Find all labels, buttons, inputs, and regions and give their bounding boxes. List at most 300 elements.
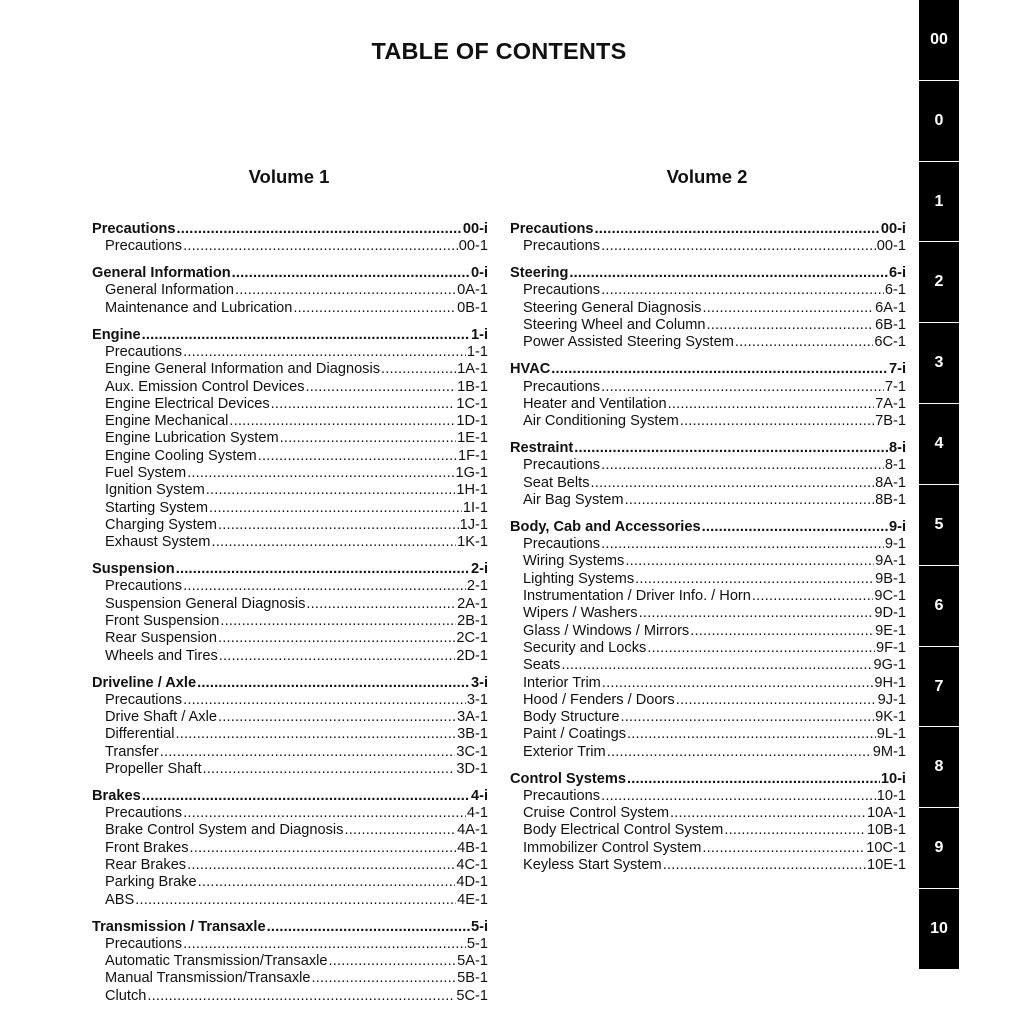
section-tab[interactable]: 9 — [919, 808, 959, 889]
page-number: 3B-1 — [457, 726, 488, 743]
entry-title: Wipers / Washers — [523, 605, 638, 622]
toc-entry[interactable] — [92, 379, 488, 396]
section-tab[interactable]: 00 — [919, 0, 959, 81]
toc-section — [510, 519, 906, 761]
entry-title: Seats — [523, 657, 561, 674]
dot-leader — [680, 413, 874, 430]
dot-leader — [218, 630, 455, 647]
section-tab[interactable]: 1 — [919, 162, 959, 243]
section-tab[interactable]: 2 — [919, 242, 959, 323]
toc-section-heading[interactable] — [92, 561, 488, 578]
toc-entry[interactable] — [92, 805, 488, 822]
page-number: 1F-1 — [457, 447, 488, 464]
page-number: 5C-1 — [456, 987, 488, 1004]
entry-title: Precautions — [105, 935, 183, 952]
toc-entry[interactable] — [510, 553, 906, 570]
entry-title: Precautions — [105, 343, 183, 360]
section-title: Precautions — [510, 221, 594, 237]
section-title: Suspension — [92, 561, 175, 578]
section-title: Precautions — [92, 221, 176, 237]
toc-entry[interactable] — [510, 744, 906, 761]
toc-section — [92, 561, 488, 665]
section-title: Transmission / Transaxle — [92, 918, 266, 935]
toc-entry[interactable] — [92, 482, 488, 499]
section-title: Brakes — [92, 787, 141, 804]
toc-entry[interactable] — [92, 630, 488, 647]
toc-entry[interactable] — [510, 840, 906, 857]
page-number: 10-1 — [876, 787, 906, 804]
entry-title: Rear Brakes — [105, 857, 187, 874]
toc-entry[interactable] — [92, 892, 488, 909]
entry-title: Power Assisted Steering System — [523, 334, 734, 351]
dot-leader — [218, 709, 456, 726]
entry-title: Engine Cooling System — [105, 447, 257, 464]
dot-leader — [197, 675, 470, 692]
dot-leader — [258, 448, 457, 465]
toc-section — [92, 919, 488, 1005]
page-number: 1B-1 — [457, 378, 488, 395]
section-tab[interactable]: 7 — [919, 647, 959, 728]
page-number: 7A-1 — [875, 395, 906, 412]
toc-entry[interactable] — [510, 788, 906, 805]
toc-entry[interactable] — [92, 300, 488, 317]
page-number: 6-1 — [884, 282, 906, 299]
toc-section — [92, 675, 488, 779]
entry-title: Charging System — [105, 516, 217, 533]
toc-entry[interactable] — [92, 822, 488, 839]
dot-leader — [702, 519, 888, 536]
page-number: 6A-1 — [875, 299, 906, 316]
page-number: 7-i — [888, 361, 906, 378]
dot-leader — [344, 822, 456, 839]
toc-section — [510, 361, 906, 430]
toc-entry[interactable] — [510, 379, 906, 396]
dot-leader — [601, 379, 884, 396]
page-number: 8B-1 — [875, 491, 906, 508]
toc-entry[interactable] — [92, 988, 488, 1005]
entry-title: Body Structure — [523, 709, 620, 726]
dot-leader — [198, 874, 456, 891]
entry-title: ABS — [105, 891, 135, 908]
entry-title: Transfer — [105, 743, 159, 760]
page-number: 9L-1 — [876, 726, 906, 743]
toc-entry[interactable] — [510, 692, 906, 709]
dot-leader — [625, 492, 875, 509]
page-number: 7B-1 — [875, 413, 906, 430]
entry-title: Precautions — [523, 378, 601, 395]
toc-entry[interactable] — [92, 840, 488, 857]
toc-entry[interactable] — [510, 805, 906, 822]
page-number: 1D-1 — [456, 413, 488, 430]
dot-leader — [211, 534, 456, 551]
toc-entry[interactable] — [510, 857, 906, 874]
page-number: 9C-1 — [874, 588, 906, 605]
section-title: Restraint — [510, 440, 574, 457]
entry-title: Steering Wheel and Column — [523, 317, 706, 334]
toc-entry[interactable] — [510, 657, 906, 674]
dot-leader — [232, 265, 470, 282]
toc-entry[interactable] — [92, 396, 488, 413]
page-number: 2-i — [470, 561, 488, 578]
toc-section-heading[interactable] — [92, 788, 488, 805]
dot-leader — [187, 465, 454, 482]
section-title: Control Systems — [510, 770, 626, 787]
toc-entry[interactable] — [92, 953, 488, 970]
entry-title: General Information — [105, 282, 234, 299]
toc-entry[interactable] — [92, 613, 488, 630]
entry-title: Instrumentation / Driver Info. / Horn — [523, 588, 751, 605]
dot-leader — [142, 327, 470, 344]
page-number: 9K-1 — [875, 709, 906, 726]
page-title: TABLE OF CONTENTS — [371, 38, 627, 64]
entry-title: Precautions — [105, 805, 183, 822]
section-title: Body, Cab and Accessories — [510, 518, 701, 535]
entry-title: Exterior Trim — [523, 743, 606, 760]
entry-title: Drive Shaft / Axle — [105, 709, 217, 726]
page-number: 6-i — [888, 265, 906, 282]
toc-entry[interactable] — [92, 282, 488, 299]
dot-leader — [229, 413, 455, 430]
page-number: 4A-1 — [457, 822, 488, 839]
entry-title: Precautions — [523, 787, 601, 804]
dot-leader — [183, 344, 466, 361]
toc-entry[interactable] — [92, 413, 488, 430]
toc-section — [510, 771, 906, 875]
dot-leader — [601, 536, 884, 553]
page-number: 2B-1 — [457, 613, 488, 630]
dot-leader — [670, 805, 866, 822]
entry-title: Precautions — [105, 578, 183, 595]
toc-section-heading[interactable] — [510, 440, 906, 457]
entry-title: Seat Belts — [523, 474, 590, 491]
dot-leader — [183, 805, 466, 822]
section-title: Engine — [92, 326, 141, 343]
toc-entry[interactable] — [510, 238, 906, 255]
entry-title: Brake Control System and Diagnosis — [105, 822, 344, 839]
page-number: 9D-1 — [874, 605, 906, 622]
entry-title: Security and Locks — [523, 639, 647, 656]
toc-entry[interactable] — [510, 492, 906, 509]
section-tab-strip — [919, 0, 959, 969]
page-number: 9-i — [888, 518, 906, 535]
toc-entry[interactable] — [92, 517, 488, 534]
dot-leader — [601, 282, 884, 299]
page-number: 9M-1 — [872, 743, 906, 760]
toc-section-heading[interactable] — [510, 771, 906, 788]
entry-title: Engine General Information and Diagnosis — [105, 361, 381, 378]
toc-entry[interactable] — [92, 648, 488, 665]
page-number: 3-1 — [466, 691, 488, 708]
entry-title: Parking Brake — [105, 874, 197, 891]
toc-section-heading[interactable] — [510, 361, 906, 378]
dot-leader — [724, 822, 866, 839]
entry-title: Hood / Fenders / Doors — [523, 691, 675, 708]
entry-title: Rear Suspension — [105, 630, 217, 647]
toc-entry[interactable] — [92, 344, 488, 361]
toc-section-heading[interactable] — [92, 265, 488, 282]
entry-title: Keyless Start System — [523, 857, 662, 874]
dot-leader — [220, 613, 456, 630]
page-number: 2C-1 — [456, 630, 488, 647]
dot-leader — [206, 482, 456, 499]
dot-leader — [183, 692, 466, 709]
entry-title: Cruise Control System — [523, 805, 669, 822]
dot-leader — [183, 936, 466, 953]
toc-entry[interactable] — [92, 500, 488, 517]
toc-entry[interactable] — [510, 317, 906, 334]
section-title: Driveline / Axle — [92, 674, 197, 691]
entry-title: Wheels and Tires — [105, 647, 218, 664]
entry-title: Automatic Transmission/Transaxle — [105, 953, 328, 970]
dot-leader — [218, 517, 459, 534]
page-number: 9B-1 — [875, 570, 906, 587]
toc-entry[interactable] — [92, 596, 488, 613]
toc-section-heading[interactable] — [92, 221, 488, 238]
section-tab[interactable]: 3 — [919, 323, 959, 404]
toc-entry[interactable] — [92, 761, 488, 778]
dot-leader — [306, 379, 457, 396]
page-number: 9E-1 — [875, 622, 906, 639]
dot-leader — [235, 282, 456, 299]
page-number: 1-1 — [466, 343, 488, 360]
dot-leader — [601, 238, 876, 255]
dot-leader — [702, 300, 874, 317]
toc-entry[interactable] — [92, 465, 488, 482]
toc-section-heading[interactable] — [92, 675, 488, 692]
dot-leader — [203, 761, 456, 778]
entry-title: Paint / Coatings — [523, 726, 627, 743]
page-number: 00-i — [462, 221, 488, 237]
page-number: 4C-1 — [456, 857, 488, 874]
dot-leader — [627, 771, 880, 788]
dot-leader — [381, 361, 456, 378]
section-tab[interactable]: 10 — [919, 889, 959, 969]
dot-leader — [663, 857, 866, 874]
page-number: 5-i — [470, 918, 488, 935]
entry-title: Aux. Emission Control Devices — [105, 378, 305, 395]
toc-entry[interactable] — [92, 726, 488, 743]
toc-entry[interactable] — [92, 744, 488, 761]
dot-leader — [668, 396, 875, 413]
page-number: 10-i — [880, 770, 906, 787]
page-number: 4B-1 — [457, 839, 488, 856]
entry-title: Precautions — [523, 238, 601, 255]
page-number: 5-1 — [466, 935, 488, 952]
dot-leader — [607, 744, 872, 761]
page-number: 8-1 — [884, 457, 906, 474]
dot-leader — [735, 334, 873, 351]
entry-title: Heater and Ventilation — [523, 395, 667, 412]
toc-entry[interactable] — [92, 578, 488, 595]
dot-leader — [595, 221, 880, 238]
page-number: 2-1 — [466, 578, 488, 595]
dot-leader — [293, 300, 456, 317]
toc-entry[interactable] — [510, 457, 906, 474]
dot-leader — [209, 500, 462, 517]
entry-title: Engine Lubrication System — [105, 430, 279, 447]
page-number: 4-i — [470, 787, 488, 804]
toc-section-heading[interactable] — [510, 519, 906, 536]
toc-section-heading[interactable] — [510, 265, 906, 282]
dot-leader — [561, 657, 872, 674]
toc-section-heading[interactable] — [92, 327, 488, 344]
section-tab[interactable]: 4 — [919, 404, 959, 485]
entry-title: Exhaust System — [105, 534, 211, 551]
dot-leader — [707, 317, 875, 334]
section-title: General Information — [92, 265, 231, 282]
dot-leader — [190, 840, 457, 857]
volume-2-contents — [510, 221, 906, 884]
section-title: Steering — [510, 265, 569, 282]
page-number: 00-i — [880, 221, 906, 237]
entry-title: Clutch — [105, 987, 147, 1004]
toc-entry[interactable] — [92, 448, 488, 465]
toc-entry[interactable] — [510, 675, 906, 692]
toc-entry[interactable] — [510, 396, 906, 413]
page-number: 9J-1 — [877, 691, 906, 708]
toc-entry[interactable] — [510, 726, 906, 743]
entry-title: Suspension General Diagnosis — [105, 595, 306, 612]
section-tab[interactable]: 8 — [919, 727, 959, 808]
page-number: 1A-1 — [457, 361, 488, 378]
dot-leader — [625, 553, 874, 570]
page-number: 0A-1 — [457, 282, 488, 299]
entry-title: Ignition System — [105, 482, 205, 499]
page-number: 10E-1 — [867, 857, 906, 874]
toc-section — [92, 265, 488, 317]
dot-leader — [690, 623, 874, 640]
toc-entry[interactable] — [510, 571, 906, 588]
dot-leader — [569, 265, 888, 282]
toc-entry[interactable] — [510, 334, 906, 351]
dot-leader — [271, 396, 456, 413]
entry-title: Maintenance and Lubrication — [105, 299, 293, 316]
dot-leader — [280, 430, 457, 447]
dot-leader — [329, 953, 457, 970]
toc-entry[interactable] — [510, 475, 906, 492]
toc-entry[interactable] — [510, 605, 906, 622]
entry-title: Fuel System — [105, 465, 187, 482]
section-tab[interactable]: 0 — [919, 81, 959, 162]
page-number: 00-1 — [876, 238, 906, 255]
page-number: 8A-1 — [875, 474, 906, 491]
toc-entry[interactable] — [92, 709, 488, 726]
toc-entry[interactable] — [510, 413, 906, 430]
entry-title: Air Conditioning System — [523, 413, 679, 430]
entry-title: Front Brakes — [105, 839, 189, 856]
section-tab[interactable]: 5 — [919, 485, 959, 566]
page-number: 1K-1 — [457, 534, 488, 551]
toc-section — [92, 221, 488, 256]
toc-section-heading[interactable] — [92, 919, 488, 936]
toc-entry[interactable] — [92, 857, 488, 874]
page-number: 3A-1 — [457, 709, 488, 726]
page-number: 0B-1 — [457, 299, 488, 316]
page-number: 4D-1 — [456, 874, 488, 891]
page-number: 10A-1 — [867, 805, 906, 822]
toc-entry[interactable] — [510, 709, 906, 726]
page-number: 9G-1 — [873, 657, 906, 674]
dot-leader — [627, 726, 876, 743]
toc-entry[interactable] — [510, 536, 906, 553]
page-number: 1H-1 — [456, 482, 488, 499]
entry-title: Differential — [105, 726, 175, 743]
toc-entry[interactable] — [510, 588, 906, 605]
page-number: 8-i — [888, 440, 906, 457]
dot-leader — [752, 588, 873, 605]
dot-leader — [676, 692, 877, 709]
dot-leader — [176, 561, 470, 578]
dot-leader — [602, 675, 874, 692]
page-number: 3D-1 — [456, 760, 488, 777]
page-number: 1C-1 — [456, 395, 488, 412]
toc-entry[interactable] — [92, 238, 488, 255]
dot-leader — [635, 571, 874, 588]
entry-title: Precautions — [523, 457, 601, 474]
toc-entry[interactable] — [92, 936, 488, 953]
dot-leader — [591, 475, 875, 492]
toc-section — [510, 440, 906, 509]
toc-entry[interactable] — [92, 430, 488, 447]
dot-leader — [639, 605, 874, 622]
entry-title: Air Bag System — [523, 491, 624, 508]
page-number: 1E-1 — [457, 430, 488, 447]
entry-title: Lighting Systems — [523, 570, 635, 587]
page-number: 6C-1 — [874, 334, 906, 351]
section-title: HVAC — [510, 361, 551, 378]
toc-entry[interactable] — [510, 300, 906, 317]
entry-title: Precautions — [523, 282, 601, 299]
toc-entry[interactable] — [92, 970, 488, 987]
entry-title: Immobilizer Control System — [523, 839, 702, 856]
page-number: 5B-1 — [457, 970, 488, 987]
toc-entry[interactable] — [510, 282, 906, 299]
page-number: 1I-1 — [462, 499, 488, 516]
toc-entry[interactable] — [510, 822, 906, 839]
dot-leader — [601, 788, 876, 805]
page-number: 10B-1 — [867, 822, 906, 839]
volume-1-contents — [92, 221, 488, 1015]
entry-title: Engine Electrical Devices — [105, 395, 270, 412]
entry-title: Propeller Shaft — [105, 760, 202, 777]
page-number: 5A-1 — [457, 953, 488, 970]
toc-section-heading[interactable] — [510, 221, 906, 238]
toc-entry[interactable] — [92, 534, 488, 551]
entry-title: Manual Transmission/Transaxle — [105, 970, 311, 987]
toc-section — [92, 327, 488, 552]
toc-entry[interactable] — [510, 623, 906, 640]
dot-leader — [135, 892, 456, 909]
page-number: 0-i — [470, 265, 488, 282]
dot-leader — [574, 440, 888, 457]
dot-leader — [702, 840, 865, 857]
entry-title: Engine Mechanical — [105, 413, 229, 430]
page-number: 10C-1 — [866, 839, 906, 856]
dot-leader — [176, 726, 457, 743]
page-number: 4E-1 — [457, 891, 488, 908]
page-number: 4-1 — [466, 805, 488, 822]
toc-entry[interactable] — [92, 874, 488, 891]
entry-title: Interior Trim — [523, 674, 601, 691]
toc-entry[interactable] — [510, 640, 906, 657]
entry-title: Front Suspension — [105, 613, 220, 630]
toc-entry[interactable] — [92, 361, 488, 378]
section-tab[interactable]: 6 — [919, 566, 959, 647]
toc-entry[interactable] — [92, 692, 488, 709]
dot-leader — [187, 857, 455, 874]
page-number: 3-i — [470, 674, 488, 691]
page-number: 9A-1 — [875, 553, 906, 570]
